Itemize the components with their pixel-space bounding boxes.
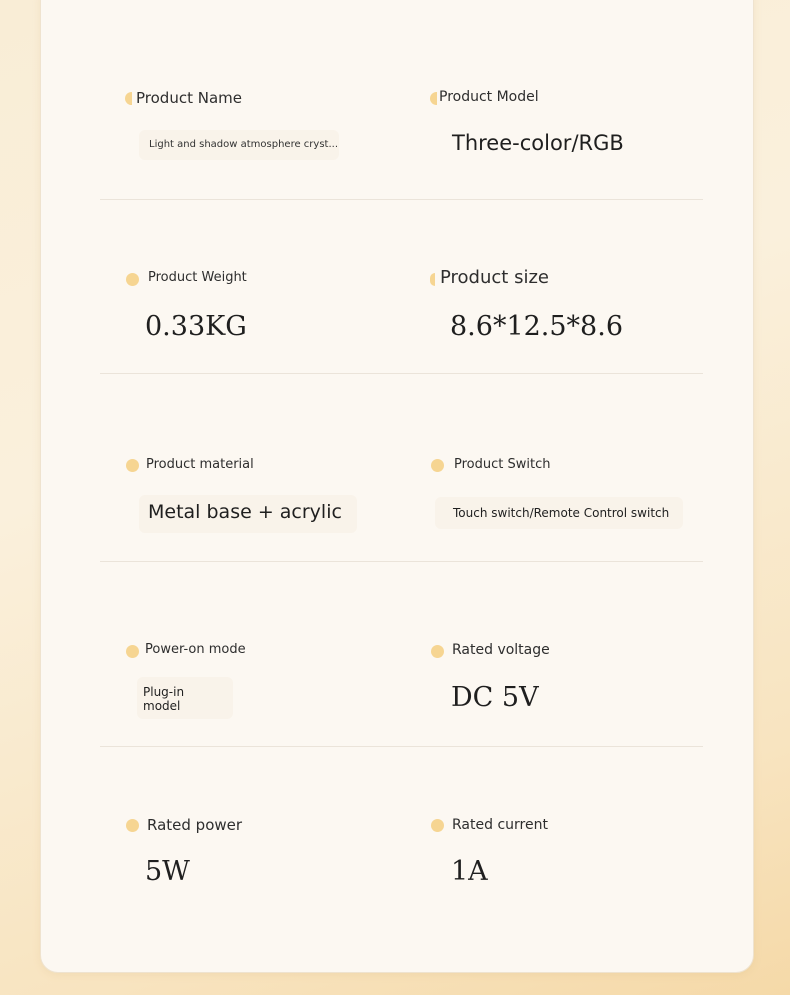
spec-label: Product Name: [136, 89, 242, 107]
row-divider: [100, 373, 703, 374]
spec-value-line2: model: [143, 699, 181, 713]
bullet-dot-icon: [126, 819, 139, 832]
spec-value: Three-color/RGB: [452, 131, 624, 155]
spec-value: 5W: [145, 856, 190, 887]
bullet-dot-icon: [126, 273, 139, 286]
row-divider: [100, 561, 703, 562]
bullet-dot-icon: [431, 819, 444, 832]
spec-value: Light and shadow atmosphere cryst...: [149, 139, 338, 150]
spec-value-line1: Plug-in: [143, 685, 185, 699]
bullet-dot-icon: [126, 459, 139, 472]
spec-value: Touch switch/Remote Control switch: [453, 506, 670, 520]
bullet-dot-icon: [430, 273, 435, 286]
spec-card: [40, 0, 754, 973]
spec-label: Product Weight: [148, 270, 247, 285]
row-divider: [100, 199, 703, 200]
bullet-dot-icon: [125, 92, 132, 105]
spec-label: Product material: [146, 457, 254, 472]
bullet-dot-icon: [431, 459, 444, 472]
spec-value: 8.6*12.5*8.6: [450, 311, 623, 342]
spec-label: Rated voltage: [452, 642, 550, 658]
row-divider: [100, 746, 703, 747]
spec-value: 0.33KG: [145, 311, 247, 342]
spec-label: Product size: [440, 267, 549, 288]
bullet-dot-icon: [126, 645, 139, 658]
spec-value: DC 5V: [451, 682, 539, 713]
spec-label: Power-on mode: [145, 642, 246, 657]
spec-value: 1A: [451, 856, 488, 887]
spec-label: Rated power: [147, 816, 243, 834]
spec-label: Product Switch: [454, 457, 551, 472]
spec-label: Product Model: [439, 89, 539, 105]
spec-value: Metal base + acrylic: [148, 501, 342, 523]
bullet-dot-icon: [430, 92, 437, 105]
spec-label: Rated current: [452, 817, 548, 833]
bullet-dot-icon: [431, 645, 444, 658]
